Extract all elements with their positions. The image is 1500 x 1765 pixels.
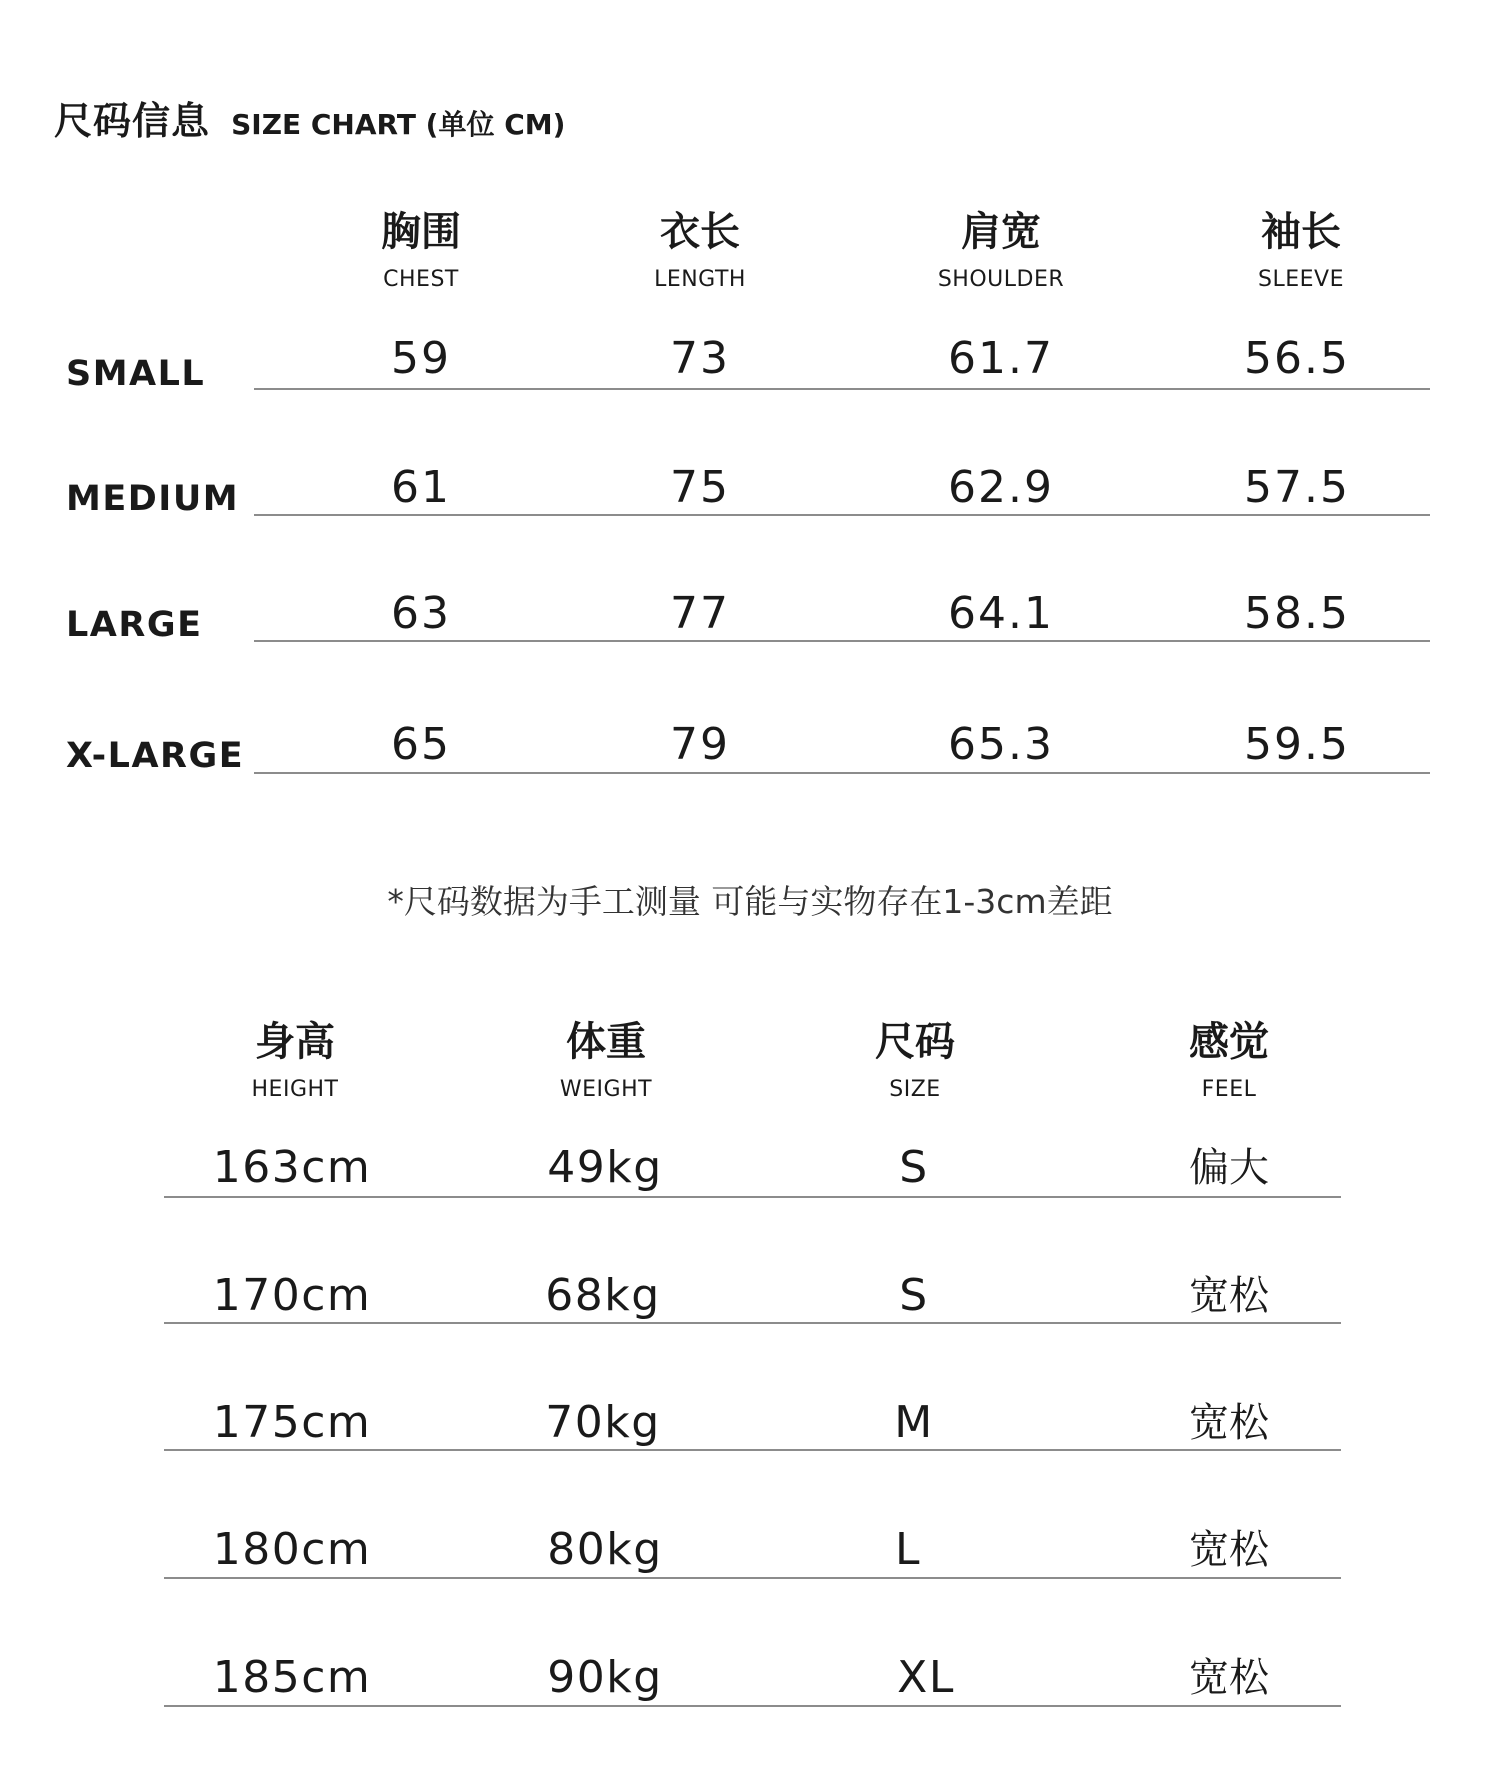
column-header-chest — [271, 208, 571, 294]
cell-height: 163cm — [212, 1142, 372, 1193]
cell-shoulder: 65.3 — [948, 719, 1054, 770]
row-label: LARGE — [66, 605, 203, 645]
column-header-en: WEIGHT — [559, 1077, 653, 1102]
row-divider — [254, 640, 1430, 642]
cell-shoulder: 62.9 — [948, 462, 1054, 513]
cell-weight: 80kg — [547, 1524, 663, 1575]
row-divider — [164, 1449, 1341, 1451]
measurement-note: *尺码数据为手工测量 可能与实物存在1-3cm差距 — [387, 882, 1113, 921]
title-english: SIZE CHART (单位 CM) — [231, 108, 566, 141]
cell-sleeve: 56.5 — [1244, 333, 1350, 384]
cell-chest: 61 — [391, 462, 451, 513]
row-label: MEDIUM — [66, 479, 240, 519]
cell-weight: 68kg — [545, 1270, 661, 1321]
column-header-en: SHOULDER — [937, 267, 1065, 292]
row-divider — [254, 772, 1430, 774]
cell-feel: 宽松 — [1189, 1655, 1269, 1701]
cell-sleeve: 57.5 — [1244, 462, 1350, 513]
column-header-en: SIZE — [889, 1077, 941, 1102]
column-header-en: CHEST — [383, 267, 459, 292]
cell-sleeve: 58.5 — [1244, 588, 1350, 639]
cell-weight: 70kg — [545, 1397, 661, 1448]
cell-size: S — [899, 1142, 929, 1193]
cell-height: 175cm — [212, 1397, 372, 1448]
column-header-cn: 身高 — [255, 1019, 335, 1065]
column-header-en: HEIGHT — [251, 1077, 339, 1102]
column-header-length — [550, 208, 850, 294]
row-divider — [164, 1196, 1341, 1198]
cell-chest: 65 — [391, 719, 451, 770]
cell-size: S — [899, 1270, 929, 1321]
column-header-feel — [1079, 1018, 1379, 1104]
column-header-en: LENGTH — [654, 267, 746, 292]
cell-shoulder: 61.7 — [948, 333, 1054, 384]
cell-length: 79 — [670, 719, 730, 770]
column-header-cn: 衣长 — [660, 209, 740, 255]
column-header-sleeve — [1151, 208, 1451, 294]
cell-height: 185cm — [212, 1652, 372, 1703]
cell-size: M — [894, 1397, 934, 1448]
cell-height: 170cm — [212, 1270, 372, 1321]
cell-weight: 90kg — [547, 1652, 663, 1703]
cell-length: 73 — [670, 333, 730, 384]
column-header-weight — [456, 1018, 756, 1104]
cell-length: 77 — [670, 588, 730, 639]
row-divider — [254, 514, 1430, 516]
cell-feel: 宽松 — [1189, 1400, 1269, 1446]
column-header-cn: 体重 — [566, 1019, 646, 1065]
column-header-cn: 胸围 — [381, 209, 461, 255]
row-divider — [164, 1705, 1341, 1707]
row-divider — [164, 1322, 1341, 1324]
cell-feel: 宽松 — [1189, 1273, 1269, 1319]
column-header-cn: 袖长 — [1261, 209, 1341, 255]
cell-feel: 宽松 — [1189, 1527, 1269, 1573]
column-header-height — [145, 1018, 445, 1104]
row-divider — [254, 388, 1430, 390]
cell-chest: 59 — [391, 333, 451, 384]
column-header-en: FEEL — [1201, 1077, 1257, 1102]
cell-weight: 49kg — [547, 1142, 663, 1193]
cell-height: 180cm — [212, 1524, 372, 1575]
cell-size: XL — [897, 1652, 955, 1703]
row-label: X-LARGE — [66, 736, 245, 776]
row-label: SMALL — [66, 354, 206, 394]
column-header-shoulder — [851, 208, 1151, 294]
cell-sleeve: 59.5 — [1244, 719, 1350, 770]
column-header-cn: 尺码 — [875, 1019, 955, 1065]
cell-shoulder: 64.1 — [948, 588, 1054, 639]
cell-feel: 偏大 — [1189, 1145, 1269, 1191]
cell-chest: 63 — [391, 588, 451, 639]
column-header-en: SLEEVE — [1258, 267, 1344, 292]
column-header-cn: 感觉 — [1189, 1019, 1269, 1065]
row-divider — [164, 1577, 1341, 1579]
column-header-size — [765, 1018, 1065, 1104]
title-chinese: 尺码信息 — [54, 99, 211, 143]
page-title — [54, 90, 566, 143]
cell-size: L — [894, 1524, 921, 1575]
column-header-cn: 肩宽 — [961, 209, 1041, 255]
cell-length: 75 — [670, 462, 730, 513]
